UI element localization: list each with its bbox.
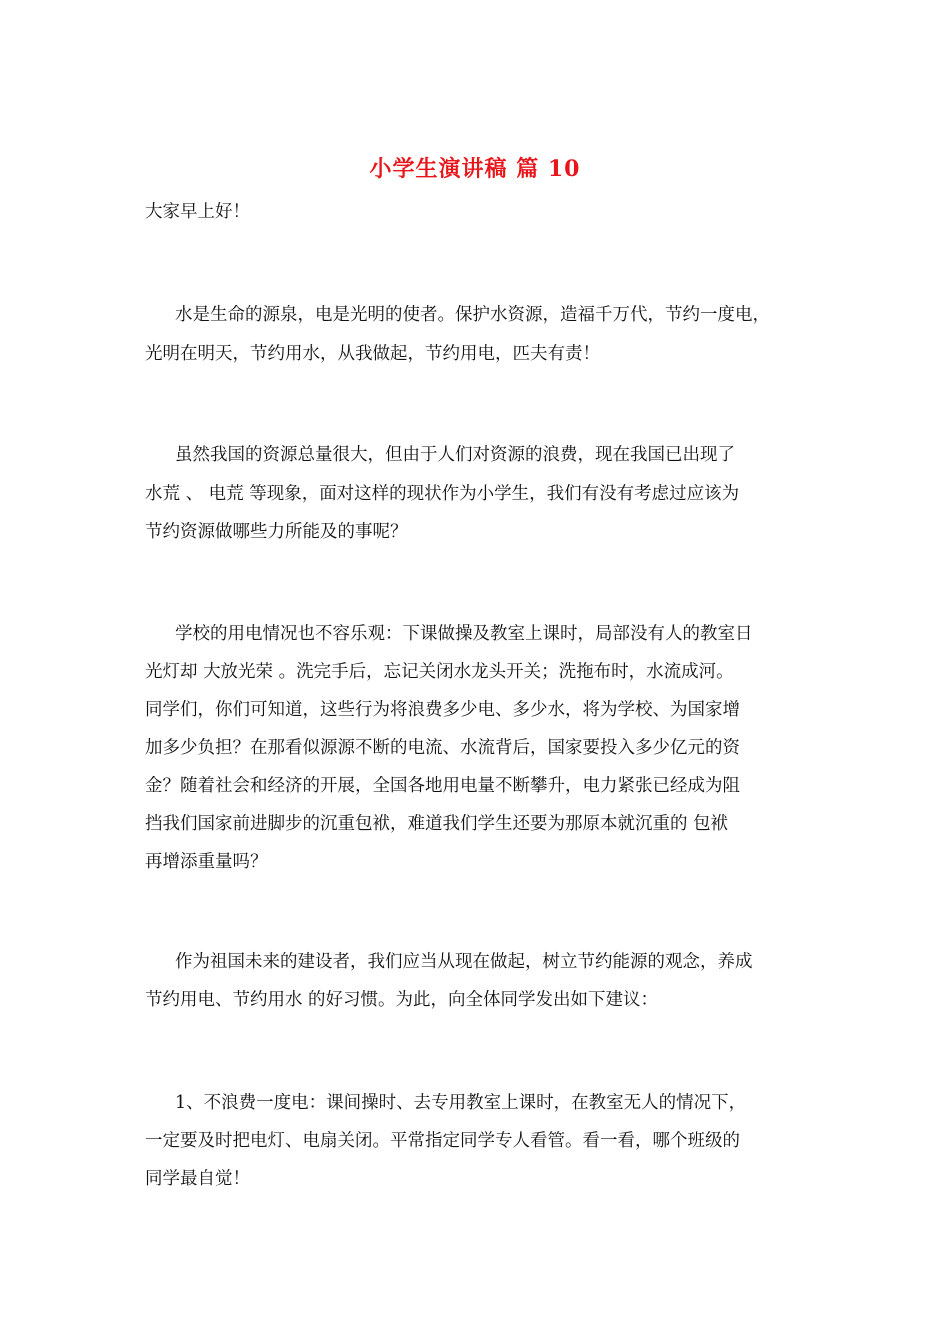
- paragraph-line: 一定要及时把电灯、电扇关闭。平常指定同学专人看管。看一看，哪个班级的: [145, 1131, 740, 1151]
- paragraph-line: 光明在明天，节约用水，从我做起，节约用电，匹夫有责！: [145, 344, 600, 364]
- paragraph-line: 再增添重量吗？: [145, 852, 268, 872]
- paragraph-line: 学校的用电情况也不容乐观：下课做操及教室上课时，局部没有人的教室日: [175, 624, 753, 644]
- document-title: 小学生演讲稿 篇 10: [369, 156, 581, 182]
- paragraph-line: 光灯却 大放光荣 。洗完手后，忘记关闭水龙头开关；洗拖布时，水流成河。: [145, 662, 734, 682]
- paragraph-line: 挡我们国家前进脚步的沉重包袱，难道我们学生还要为那原本就沉重的 包袱: [145, 814, 729, 834]
- paragraph-line: 虽然我国的资源总量很大，但由于人们对资源的浪费，现在我国已出现了: [175, 445, 735, 465]
- paragraph-line: 加多少负担？在那看似源源不断的电流、水流背后，国家要投入多少亿元的资: [145, 738, 740, 758]
- greeting-line: 大家早上好！: [145, 202, 250, 222]
- paragraph-line: 金？随着社会和经济的开展，全国各地用电量不断攀升，电力紧张已经成为阻: [145, 776, 740, 796]
- paragraph-line: 作为祖国未来的建设者，我们应当从现在做起，树立节约能源的观念，养成: [175, 952, 753, 972]
- paragraph-line: 同学最自觉！: [145, 1169, 250, 1189]
- paragraph-line: 水是生命的源泉，电是光明的使者。保护水资源，造福千万代，节约一度电，: [175, 305, 770, 325]
- paragraph-line: 1、不浪费一度电：课间操时、去专用教室上课时，在教室无人的情况下，: [175, 1093, 747, 1113]
- paragraph-line: 同学们，你们可知道，这些行为将浪费多少电、多少水，将为学校、为国家增: [145, 700, 740, 720]
- paragraph-line: 节约资源做哪些力所能及的事呢？: [145, 522, 408, 542]
- paragraph-line: 水荒 、 电荒 等现象，面对这样的现状作为小学生，我们有没有考虑过应该为: [145, 484, 740, 504]
- paragraph-line: 节约用电、节约用水 的好习惯。为此，向全体同学发出如下建议：: [145, 990, 659, 1010]
